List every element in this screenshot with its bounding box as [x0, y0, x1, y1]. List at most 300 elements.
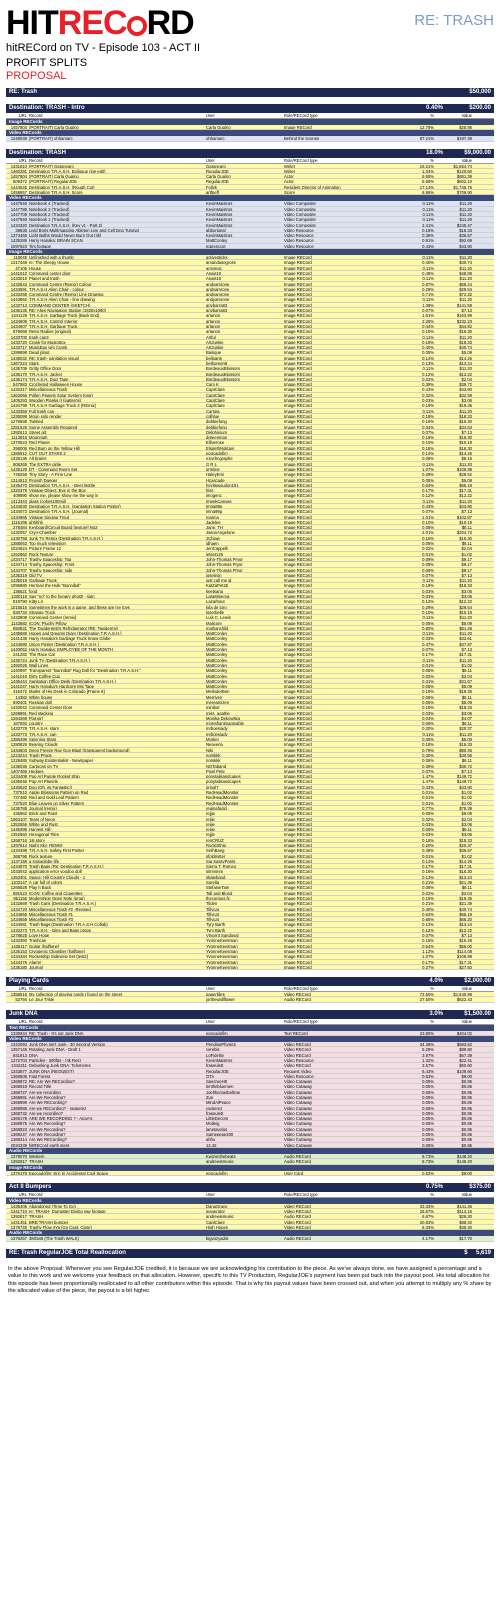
record-id[interactable]: 1103147 [11, 880, 27, 886]
record-title[interactable]: Harry Hanaka's Hardcore Mix Tape [29, 684, 94, 689]
record-title[interactable]: Old TV [29, 572, 42, 578]
record-title[interactable]: Journal (remix) [29, 805, 57, 811]
record-id[interactable]: 850831 [13, 625, 27, 631]
record-title[interactable]: Command Center Door [29, 705, 73, 710]
record-title[interactable]: T.R.A.S.H. Control Interior [29, 318, 78, 323]
record-id[interactable]: 14382 [15, 694, 27, 700]
record-title[interactable]: DNA [29, 1052, 38, 1057]
record-title[interactable]: food [29, 588, 38, 594]
record-id[interactable]: 1434476 [10, 959, 27, 965]
record-title[interactable]: My collection of playing cards I found on the street [29, 992, 123, 997]
record-title[interactable]: Red Barn on the Yellow Hill [29, 445, 80, 451]
record-id[interactable]: 1097923 [10, 243, 27, 249]
record-title[interactable]: Abandoned (Time To Go) [29, 1203, 76, 1209]
record-id[interactable]: 47105 [15, 265, 27, 271]
record-id[interactable]: 1095880 [10, 583, 27, 589]
record-title[interactable]: (PORTRAIT) RegularJOE [29, 179, 77, 184]
record-id[interactable]: 1368923 [10, 1126, 27, 1132]
record-title[interactable]: country [29, 721, 43, 726]
record-title[interactable]: DT - Command Room Set [29, 466, 78, 472]
record-id[interactable]: 1113818 [11, 435, 27, 441]
record-title[interactable]: Flat girl [29, 715, 43, 721]
record-title[interactable]: Russian doll [29, 699, 52, 705]
record-title[interactable]: Rotating Junk DNA - Draft 1 [29, 1047, 81, 1052]
record-title[interactable]: show me, please show me the way in [29, 493, 99, 498]
record-id[interactable]: 930401 [13, 699, 27, 705]
record-id[interactable]: 1441510 [10, 270, 27, 276]
record-title[interactable]: Cryo-Chamber [29, 530, 57, 535]
record-title[interactable]: T.R.A.S.H. can [29, 731, 57, 737]
record-title[interactable]: Herman the Hulk "Bunnibal" [29, 583, 81, 588]
record-id[interactable]: 1433778 [10, 726, 27, 732]
record-id[interactable]: 1388063 [10, 541, 27, 547]
record-title[interactable]: Apple Blossoms Pattern on Red [29, 790, 89, 795]
record-id[interactable]: 1441019 [10, 673, 27, 679]
record-title[interactable]: Command Centre (Remix) Line Drawing [29, 292, 104, 297]
record-title[interactable]: Western [29, 1153, 45, 1159]
record-id[interactable]: 1434658 [10, 917, 27, 923]
record-id[interactable]: 1369508 [10, 1073, 27, 1079]
record-id[interactable]: 1033042 [10, 869, 27, 875]
record-title[interactable]: Journal [29, 964, 43, 970]
record-title[interactable]: Strange Truck [29, 609, 56, 615]
record-id[interactable]: 1435444 [10, 678, 27, 684]
record-id[interactable]: 1341710 [10, 1209, 27, 1215]
record-id[interactable]: 1447709 [10, 211, 27, 217]
record-title[interactable]: ICON: Coffee and Cigarettes [29, 890, 83, 895]
record-id[interactable]: 1432669 [10, 901, 27, 907]
record-id[interactable]: 1370523 [10, 440, 27, 446]
record-title[interactable]: Destination T.R.A.S.H. Score [29, 190, 83, 195]
record-title[interactable]: application error voodoo doll [29, 869, 82, 874]
record-id[interactable]: 1433358 [10, 408, 27, 414]
record-title[interactable]: Command Centre (Remix) Colour [29, 281, 92, 286]
record-title[interactable]: Picture Frame 12 [29, 546, 62, 551]
record-id[interactable]: 1280826 [10, 742, 27, 748]
record-title[interactable]: T.R.A.S.H. Safety First Poster [29, 848, 85, 853]
record-title[interactable]: T.R.A.S.H Alien Chair - colour [29, 286, 84, 292]
record-id[interactable]: 1405293 [10, 398, 27, 404]
record-title[interactable]: Trashy Spaceship: side [29, 567, 73, 572]
record-title[interactable]: Are We Recording? [29, 1132, 66, 1137]
record-title[interactable]: Play It Back [29, 885, 52, 890]
record-title[interactable]: Are We Recording? [29, 1094, 66, 1100]
record-id[interactable]: 1458657 [10, 190, 27, 196]
record-title[interactable]: Twisted [29, 419, 44, 424]
record-id[interactable]: 1460291 [10, 168, 27, 174]
record-title[interactable]: glass (colors100mil) [29, 498, 67, 503]
record-title[interactable]: Are We RECording? [29, 1100, 67, 1105]
record-title[interactable]: T.R.A.S.H. stars [29, 726, 59, 731]
record-title[interactable]: RE: Alien Navigation Station (1920x1080) [29, 308, 107, 313]
record-title[interactable]: Debunking Junk DNA: Telomeres [29, 1063, 91, 1068]
record-title[interactable]: Harry Hanaka: EMPLOYEE OF THE MONTH [29, 647, 114, 652]
record-id[interactable]: 1434656 [10, 911, 27, 917]
record-title[interactable]: Harry Hanaka's Garbage Truck Snow Globe [29, 636, 111, 641]
record-title[interactable]: Space: Hill Country Clouds - 1 [29, 874, 86, 880]
record-title[interactable]: House [29, 265, 42, 270]
record-title[interactable]: Vintage Singing Trout [29, 514, 69, 519]
record-id[interactable]: 241282 [13, 652, 27, 658]
record-id[interactable]: 1435117 [11, 943, 27, 949]
record-title[interactable]: T.R.A.S.H. Garbage Truck [29, 323, 78, 329]
record-title[interactable]: Dirty Coffee Cup [29, 673, 60, 678]
record-title[interactable]: Hexagonal Tiles [29, 832, 59, 837]
record-title[interactable]: Harvest Hill [29, 827, 51, 832]
record-id[interactable]: 1248038 [10, 136, 27, 142]
record-id[interactable]: 1369247 [10, 1132, 27, 1138]
record-title[interactable]: Notebook 3 (Tracked) [29, 206, 70, 211]
record-id[interactable]: 1432057 [10, 530, 27, 536]
record-id[interactable]: 1363066 [10, 392, 27, 398]
record-title[interactable]: Are we RECording? - rapperez [29, 1105, 87, 1110]
record-title[interactable]: Dog (Oh, its Fantastic!) [29, 784, 73, 790]
record-title[interactable]: (PORTRAIT) ohhamarc [29, 136, 73, 141]
record-title[interactable]: Sometimes the work is a game, and these are my toys [29, 604, 130, 609]
record-title[interactable]: Junk TV (Destination T.R.A.S.H.) [29, 657, 90, 662]
record-title[interactable]: Bearing Clouds [29, 742, 58, 747]
record-id[interactable]: 1266528 [10, 885, 27, 891]
record-id[interactable]: 1379070 [10, 1153, 27, 1159]
record-id[interactable]: 1352550 [10, 832, 27, 838]
record-title[interactable]: ModernNoir Open Note (prop) [29, 895, 85, 901]
record-id[interactable]: 1434870 [10, 864, 27, 870]
record-id[interactable]: 1368918 [10, 1084, 27, 1090]
record-id[interactable]: 1375176 [10, 1170, 27, 1176]
record-title[interactable]: Crank for MusicBox [29, 339, 66, 345]
record-title[interactable]: Trashy Spaceship: Front [29, 562, 75, 567]
record-title[interactable]: Destination T.R.A.S.H. (Key v1 - Part 2) [29, 222, 103, 227]
record-id[interactable]: 136521 [13, 588, 27, 594]
record-title[interactable]: Command Center (remix) [29, 615, 77, 620]
record-title[interactable]: The Taxidermist's Refridgerator (RE: Taxidermy) [29, 625, 119, 631]
record-title[interactable]: Notebook 2 (Tracked) [29, 211, 70, 217]
record-id[interactable]: 1433700 [10, 334, 27, 340]
record-id[interactable]: 1434965 [10, 514, 27, 520]
record-title[interactable]: ahhhhh [29, 519, 43, 525]
record-id[interactable]: 1434714 [10, 562, 27, 568]
record-id[interactable]: 1433360 [10, 938, 27, 944]
record-title[interactable]: TRASH [29, 1214, 44, 1219]
record-id[interactable]: 2034339 [10, 1142, 27, 1148]
record-title[interactable]: Finnish Danger [29, 477, 58, 482]
record-id[interactable]: 1063107 [10, 816, 27, 822]
record-id[interactable]: 1378748 [10, 1225, 27, 1231]
record-title[interactable]: Union Poster (Destination T.R.A.S.H.) [29, 641, 99, 647]
record-title[interactable]: Planet and trash [29, 276, 60, 281]
record-id[interactable]: 1445396 [10, 827, 27, 833]
record-title[interactable]: Red and Gold Leaf Pattern [29, 795, 79, 800]
record-id[interactable]: 1372703 [10, 1057, 27, 1063]
record-title[interactable]: Say "no" to the hungry ghost! - sign [29, 594, 95, 599]
record-title[interactable]: Wall Lines [29, 662, 49, 668]
record-title[interactable]: The EXTRA girlie [29, 461, 62, 466]
record-id[interactable]: 1440997 [10, 668, 27, 674]
record-title[interactable]: Blue Leaves on Silver Pattern [29, 800, 85, 805]
record-id[interactable]: 1457904 [10, 174, 27, 180]
record-id[interactable]: 1430620 [10, 784, 27, 790]
record-title[interactable]: RE: trash- sanitation visual [29, 355, 79, 360]
record-title[interactable]: Subway Existentialist - Newspaper [29, 758, 94, 763]
record-id[interactable]: 1433713 [10, 302, 27, 308]
record-title[interactable]: Moonnigh [29, 435, 48, 440]
record-title[interactable]: Cryogenic Chamber (halftone) [29, 948, 86, 954]
record-id[interactable]: 1368975 [10, 1121, 27, 1127]
record-title[interactable]: ARE WE RECORDING ? - AnaA's [29, 1116, 93, 1121]
record-title[interactable]: Alarm! [29, 959, 42, 964]
record-title[interactable]: Dead plant. [29, 350, 51, 355]
record-id[interactable]: 1435724 [10, 657, 27, 663]
record-title[interactable]: Garbage Truck [29, 578, 57, 583]
record-id[interactable]: 1343877 [10, 1068, 27, 1074]
record-title[interactable]: Trash Props [29, 752, 52, 758]
record-id[interactable]: 1431451 [10, 1219, 27, 1225]
record-title[interactable]: Full trash can [29, 408, 55, 413]
record-id[interactable]: 1433042 [10, 705, 27, 711]
record-id[interactable]: 1435405 [10, 1203, 27, 1209]
record-id[interactable]: 39838 [15, 227, 27, 233]
record-id[interactable]: 368796 [13, 853, 27, 859]
record-id[interactable]: 1436170 [10, 371, 27, 377]
record-id[interactable]: 509372 [13, 179, 27, 185]
record-id[interactable]: 1434707 [10, 567, 27, 573]
record-title[interactable]: Marks of His Desk in Colorado [Frame 6] [29, 689, 105, 694]
record-title[interactable]: White and Rust [29, 821, 58, 827]
record-title[interactable]: Transparent "Bunnibal" Rag Doll for "Destination T.R.A.S.H." [29, 668, 141, 673]
record-title[interactable]: TRASH [29, 1159, 44, 1164]
record-id[interactable]: 1397614 [10, 843, 27, 848]
record-id[interactable]: 1335099 [10, 413, 27, 419]
record-id[interactable]: 737480 [13, 795, 27, 801]
record-title[interactable]: Trashcan [29, 938, 47, 943]
record-id[interactable]: 1368732 [10, 1110, 27, 1116]
record-id[interactable]: 547983 [13, 382, 27, 388]
record-title[interactable]: Street art. [29, 429, 48, 435]
record-id[interactable]: 1413343 [10, 498, 27, 504]
record-title[interactable]: Pop Art Planets [29, 779, 58, 784]
record-id[interactable]: 841913 [13, 1052, 27, 1058]
record-title[interactable]: Notebook 1 (Tracked) [29, 217, 70, 222]
record-title[interactable]: Destination T.R.A.S.H. (Sanitation Station Poster) [29, 504, 121, 509]
record-title[interactable]: Red stacking [29, 710, 54, 715]
record-title[interactable]: Sanitation Office Desk (Destination T.R.A.S.H.) [29, 678, 116, 684]
record-id[interactable]: 1368727 [10, 1089, 27, 1095]
record-id[interactable]: 879068 [13, 329, 27, 335]
record-id[interactable]: 1368872 [10, 1079, 27, 1085]
record-id[interactable]: 1431810 [10, 163, 27, 169]
record-title[interactable]: Moon solo render [29, 413, 62, 419]
record-title[interactable]: Miscellaneous Trash #1 [29, 911, 73, 917]
record-id[interactable]: 1434720 [10, 906, 27, 912]
record-id[interactable]: 1433268 [10, 292, 27, 298]
record-id[interactable]: 1434408 [10, 774, 27, 780]
record-id[interactable]: 1386912 [10, 451, 27, 457]
record-id[interactable]: 1276588 [10, 419, 27, 425]
record-id[interactable]: 1434591 [10, 286, 27, 292]
record-id[interactable]: 1342211 [11, 1063, 27, 1069]
record-id[interactable]: 1435319 [10, 572, 27, 578]
record-title[interactable]: T.R.A.S.H Garbage Truck 2 (REmix) [29, 403, 97, 408]
record-id[interactable]: 1433543 [10, 281, 27, 287]
record-id[interactable]: 1392817 [10, 1214, 27, 1220]
record-title[interactable]: T.R.A.S.H. - Bins and Bags props [29, 927, 91, 933]
record-id[interactable]: 1430758 [10, 535, 27, 541]
record-id[interactable]: 1278825 [10, 933, 27, 939]
record-title[interactable]: Gritty Office Door [29, 366, 62, 371]
record-title[interactable]: Are we recording? [29, 1110, 63, 1116]
record-title[interactable]: Wooden Planks (I (patterns) [29, 398, 82, 403]
record-title[interactable]: Particles - 300fps - (4k Res) [29, 1057, 81, 1063]
record-id[interactable]: 1369085 [10, 1105, 27, 1111]
record-id[interactable]: 930734 [13, 609, 27, 615]
record-id[interactable]: 1434607 [10, 323, 27, 329]
record-title[interactable]: Stars [29, 360, 39, 366]
record-id[interactable]: 1434690 [10, 641, 27, 647]
record-title[interactable]: Rocketship Sideview Set (test2) [29, 954, 89, 959]
record-title[interactable]: Fast Forest [29, 1073, 51, 1079]
record-id[interactable]: 1281525 [10, 424, 27, 430]
record-title[interactable]: Destination T.R.A.S.H. Epilogue (joe edit) [29, 168, 106, 174]
record-title[interactable]: Vintage Object: Eve in the Box [29, 488, 86, 493]
record-id[interactable]: 1440052 [10, 647, 27, 653]
record-id[interactable]: 1435709 [10, 366, 27, 372]
record-id[interactable]: 737510 [13, 790, 27, 796]
record-id[interactable]: 737520 [13, 800, 27, 806]
record-id[interactable]: 1444545 [10, 184, 27, 190]
record-title[interactable]: Spinning Stars [29, 737, 57, 742]
record-id[interactable]: 1368991 [10, 1094, 27, 1100]
record-id[interactable]: 1457904 [10, 125, 27, 130]
record-title[interactable]: (PORTRAIT) Carla Gugino [29, 125, 79, 130]
record-title[interactable]: Harry Hanaka: BRAIN SCAN [29, 238, 83, 243]
record-title[interactable]: Tim footage [29, 243, 51, 249]
record-title[interactable]: Are we recording [29, 1089, 61, 1094]
record-id[interactable]: 1434717 [10, 556, 27, 562]
record-id[interactable]: 1435046 [10, 779, 27, 785]
record-id[interactable]: 1434609 [10, 318, 27, 324]
record-id[interactable]: 1392026 [10, 662, 27, 668]
record-title[interactable]: Epocadofim: Eric In Accidental Cool Space [29, 1170, 109, 1175]
record-id[interactable]: 1357145 [10, 1047, 27, 1053]
record-title[interactable]: Trash Bags (Destination T.R.A.S.H Collab) [29, 922, 108, 927]
record-title[interactable]: Brick and Paint [29, 811, 58, 816]
record-id[interactable]: 1386499 [10, 737, 27, 743]
record-title[interactable]: Destination T.R.A.S.H. (Rough Cut) [29, 184, 95, 190]
record-id[interactable]: 1392817 [10, 1159, 27, 1165]
record-title[interactable]: Tears of Neon [29, 816, 56, 821]
record-title[interactable]: Love Hope [29, 933, 50, 938]
record-id[interactable]: 1434603 [10, 747, 27, 753]
record-id[interactable]: 1369178 [10, 1116, 27, 1122]
record-title[interactable]: T.R.A.S.H. Jacket [29, 371, 62, 376]
record-id[interactable]: 1434081 [10, 922, 27, 928]
record-id[interactable]: 1434284 [10, 954, 27, 960]
record-id[interactable]: 1441047 [10, 684, 27, 690]
record-id[interactable]: 1434630 [10, 504, 27, 509]
record-title[interactable]: Junk DNA Isn't Junk - 30 Second Version [29, 1042, 106, 1047]
record-id[interactable]: 1330118 [11, 594, 27, 600]
record-title[interactable]: Keyboard/Circuit Board [texture] No2 [29, 525, 98, 530]
record-title[interactable]: Kitty Lit [29, 599, 43, 604]
record-title[interactable]: re: The Sleepy House [29, 260, 70, 265]
record-id[interactable]: 1433909 [10, 615, 27, 621]
record-id[interactable]: 951156 [13, 895, 27, 901]
record-title[interactable]: Destination T.R.A.S.H. (Journal) [29, 509, 89, 514]
record-id[interactable]: 1339934 [10, 1030, 27, 1036]
record-id[interactable]: 1435289 [10, 238, 27, 244]
record-id[interactable]: 1441435 [10, 636, 27, 642]
record-id[interactable]: 1436135 [10, 308, 27, 314]
record-id[interactable]: 1368999 [10, 1100, 27, 1106]
record-title[interactable]: Hopes and Dreams Diary (Destination T.R.A.S.H.) [29, 631, 122, 636]
record-title[interactable]: MusicBox w/o Crank [29, 345, 68, 350]
record-id[interactable]: 1433015 [10, 276, 27, 282]
record-title[interactable]: T.R.A.S.H. Duct Tape [29, 376, 69, 382]
record-id[interactable]: 1392613 [10, 429, 27, 435]
record-id[interactable]: 1252962 [10, 551, 27, 557]
record-title[interactable]: Light Bulbs Would Never Burn Out (4k) [29, 233, 102, 238]
record-title[interactable]: a snowglobe life [29, 858, 60, 864]
record-id[interactable]: 1320379 [10, 488, 27, 494]
record-title[interactable]: 1st story [29, 837, 45, 842]
record-title[interactable]: 3MGeB (The Trash WALK) [29, 1236, 79, 1241]
record-title[interactable]: CUT OUT STARS 2 [29, 451, 66, 456]
record-id[interactable]: 1373465 [10, 233, 27, 239]
record-id[interactable]: 1436174 [10, 376, 27, 382]
record-title[interactable]: Trashy Spaceship: Top [29, 556, 72, 562]
record-title[interactable]: (PORTRAIT) Carla Gugino [29, 174, 79, 179]
record-id[interactable]: 1435470 [10, 482, 27, 488]
record-title[interactable]: Le Jour Triste [29, 997, 55, 1002]
record-title[interactable]: hitRECord earth stent [29, 1142, 70, 1147]
record-title[interactable]: Rock Texture [29, 551, 54, 556]
record-id[interactable]: 1433773 [10, 731, 27, 737]
record-id[interactable]: 118045 [13, 255, 27, 261]
record-title[interactable]: Command center door [29, 270, 71, 276]
record-id[interactable]: 1447693 [10, 217, 27, 223]
record-title[interactable]: Crocheted Halloween House [29, 382, 83, 387]
record-title[interactable]: Miscellaneous Trash #3 [29, 917, 73, 922]
record-id[interactable]: 1367224 [10, 360, 27, 366]
record-title[interactable]: Record Title [29, 1084, 52, 1089]
record-id[interactable]: 1353401 [10, 874, 27, 880]
record-id[interactable]: 1433717 [10, 345, 27, 351]
record-id[interactable]: 1016516 [10, 604, 27, 610]
record-id[interactable]: 1358518 [10, 992, 27, 998]
record-id[interactable]: 1317446 [10, 260, 27, 266]
record-title[interactable]: Trash Bags (Re: Destination T.R.A.S.H.) [29, 864, 104, 869]
record-id[interactable]: 1228485 [10, 758, 27, 764]
record-id[interactable]: 436962 [13, 811, 27, 817]
record-title[interactable]: RE: Are We RECording? [29, 1079, 75, 1084]
record-title[interactable]: T.R.A.S.H. Garbage Truck (Back End) [29, 313, 100, 318]
record-id[interactable]: 1137156 [11, 858, 27, 864]
record-title[interactable]: re: TRASH- Dumpster Diving raw footage [29, 1209, 106, 1214]
record-title[interactable]: Pop Art Purple Rocket Ship [29, 774, 80, 779]
record-title[interactable]: Are We RECording? [29, 1137, 67, 1142]
record-title[interactable]: Retro Radios (original) [29, 329, 71, 334]
record-title[interactable]: White house [29, 694, 53, 699]
record-title[interactable]: Miscellaneous Trash #2 -Revised [29, 906, 91, 911]
record-title[interactable]: A car full of colors [29, 880, 63, 885]
record-title[interactable]: ICON: Pluchy Pillow [29, 620, 67, 625]
record-id[interactable]: 1268891 [10, 710, 27, 716]
record-id[interactable]: 1447789 [10, 206, 27, 212]
record-id[interactable]: 1436032 [10, 355, 27, 361]
record-title[interactable]: (PORTRAIT) Gatonegro [29, 163, 74, 168]
record-title[interactable]: Trashy Flow 4Ya (Go Capt. Clare) [29, 1225, 92, 1230]
record-title[interactable]: Pollen Planets Solar System (png) [29, 392, 93, 398]
